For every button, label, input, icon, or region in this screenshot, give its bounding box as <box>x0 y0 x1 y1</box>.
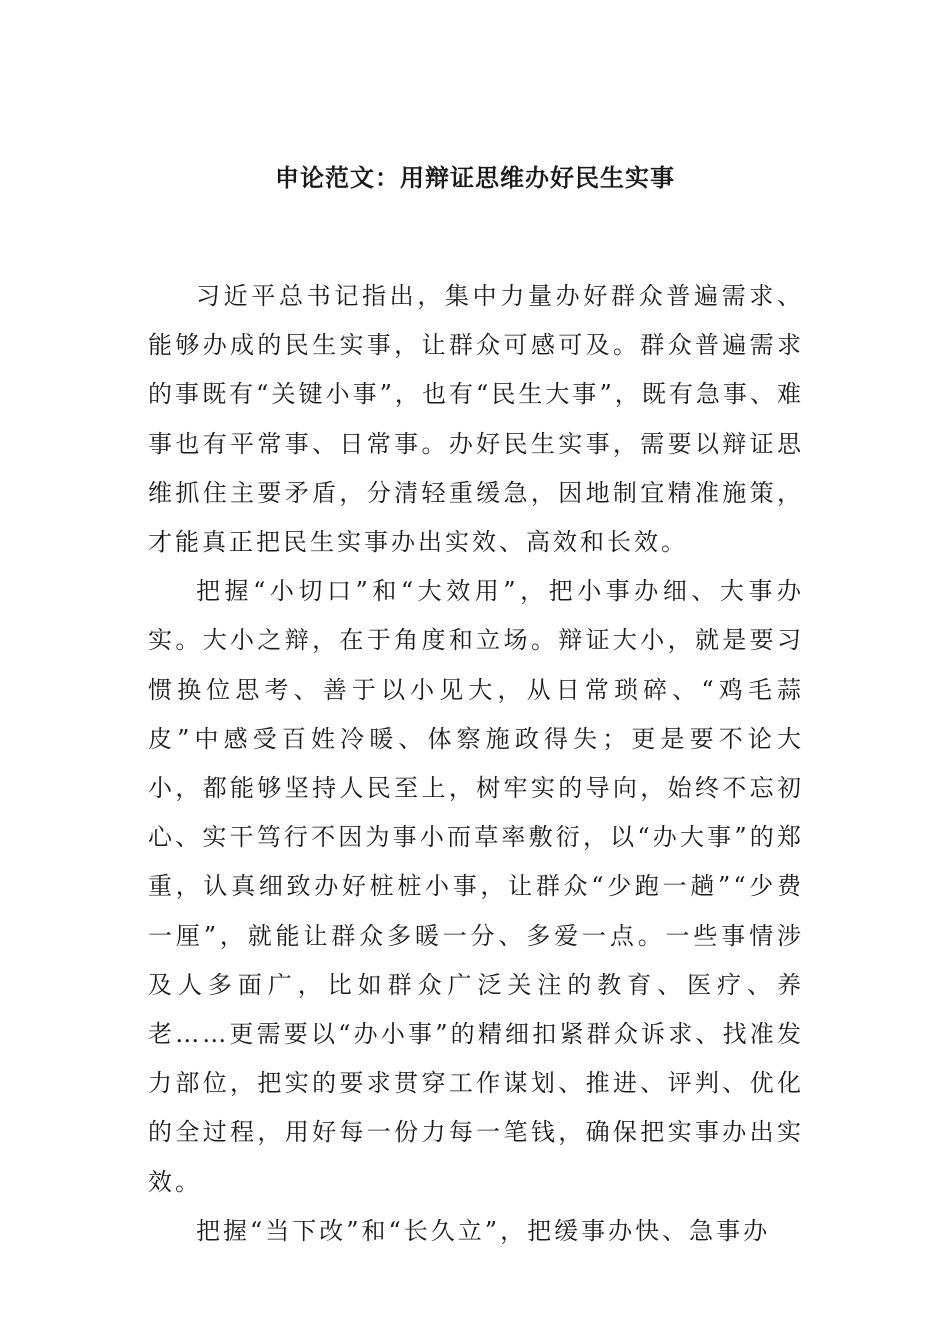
document-title: 申论范文：用辩证思维办好民生实事 <box>275 163 675 192</box>
paragraph: 习近平总书记指出，集中力量办好群众普遍需求、能够办成的民生实事，让群众可感可及。群众普遍需求的事既有“关键小事”，也有“民生大事”，既有急事、难事也有平常事、日常事。办好民生实事，需要以辩证思维抓住主要矛盾，分清轻重缓急，因地制宜精准施策，才能真正把民生实事办出实效、高效和长效。 <box>148 282 804 557</box>
paragraph: 把握“当下改”和“长久立”，把缓事办快、急事办 <box>196 1216 771 1245</box>
paragraph: 把握“小切口”和“大效用”，把小事办细、大事办实。大小之辩，在于角度和立场。辩证大小，就是要习惯换位思考、善于以小见大，从日常琐碎、“鸡毛蒜皮”中感受百姓冷暖、体察施政得失；更是要不论大小，都能够坚持人民至上，树牢实的导向，始终不忘初心、实干笃行不因为事小而草率敷衍，以“办大事”的郑重，认真细致办好桩桩小事，让群众“少跑一趟”“少费一厘”，就能让群众多暖一分、多爱一点。一些事情涉及人多面广，比如群众广泛关注的教育、医疗、养老……更需要以“办小事”的精细扣紧群众诉求、找准发力部位，把实的要求贯穿工作谋划、推进、评判、优化的全过程，用好每一份力每一笔钱，确保把实事办出实效。 <box>148 577 804 1196</box>
document-body <box>148 272 804 1256</box>
